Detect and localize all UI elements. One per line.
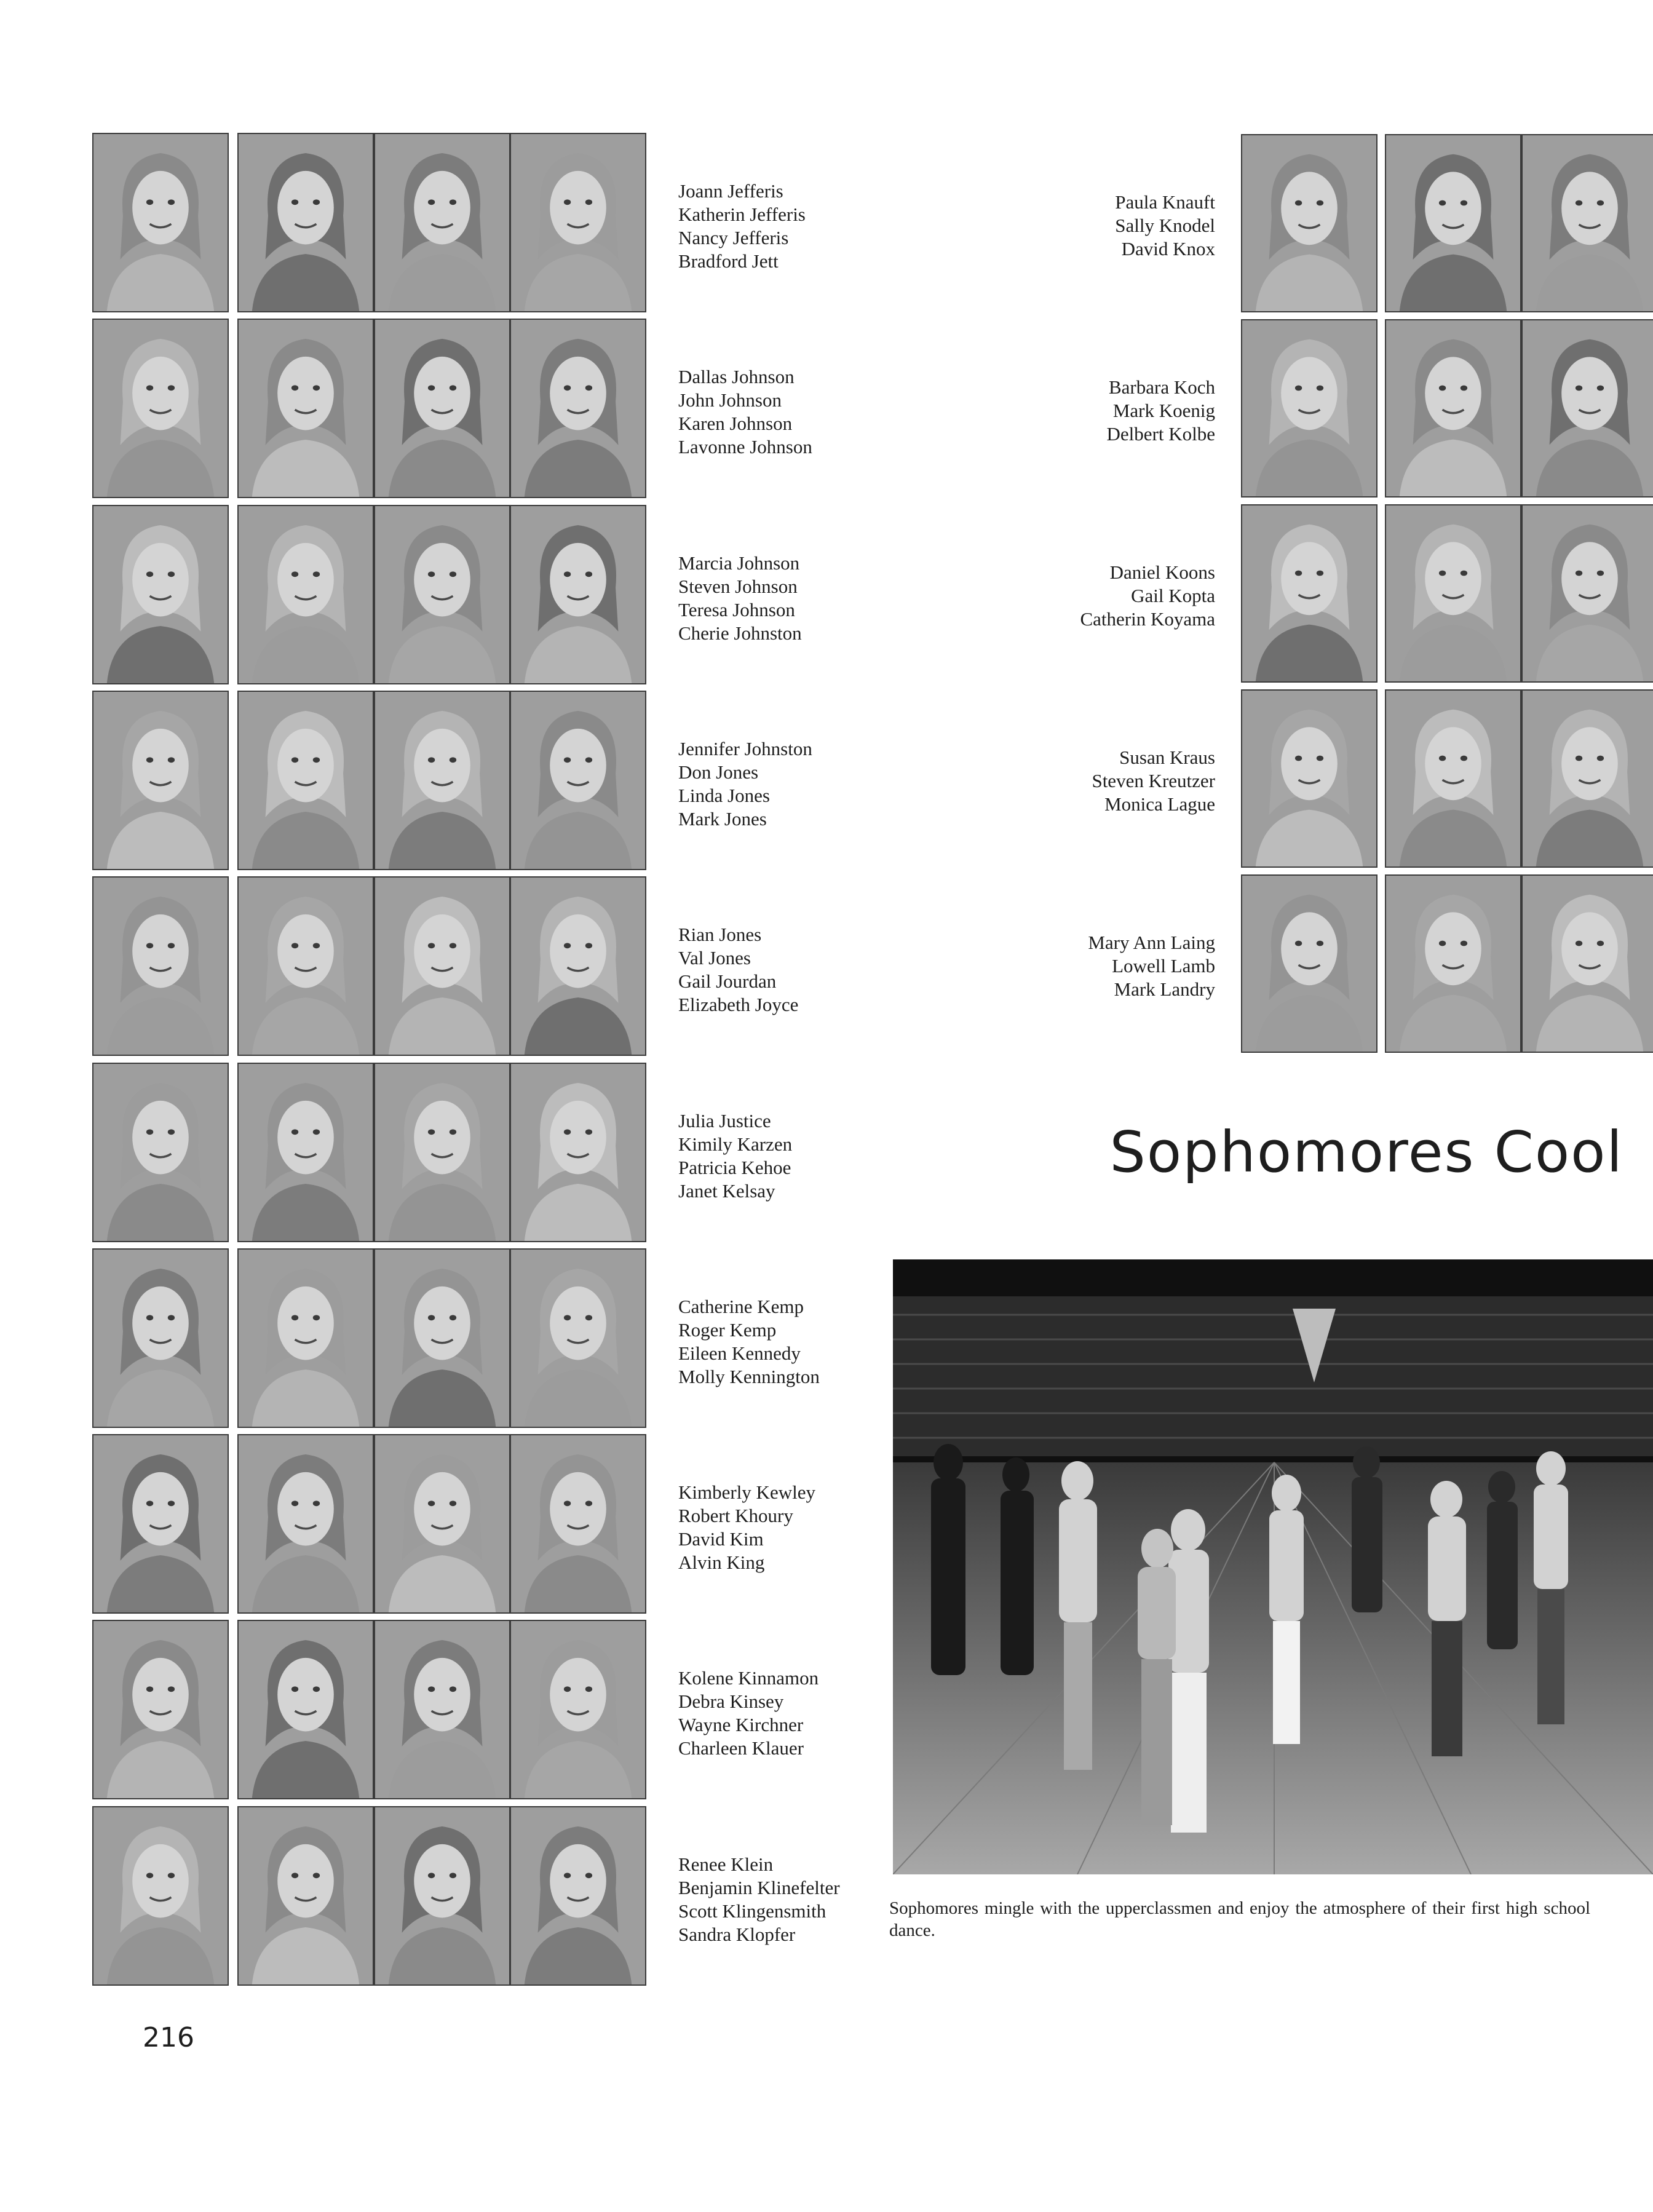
left-portrait-r6-c2 xyxy=(237,1063,374,1242)
left-portrait-r10-c4 xyxy=(510,1806,646,1986)
left-portrait-r7-c3 xyxy=(374,1248,510,1428)
left-names-row-2 xyxy=(678,365,812,459)
student-name: Gail Kopta xyxy=(1131,585,1215,606)
student-name: Joann Jefferis xyxy=(678,180,783,202)
student-name: Nancy Jefferis xyxy=(678,227,789,248)
left-portrait-r1-c3 xyxy=(374,133,510,312)
student-name: Susan Kraus xyxy=(1119,747,1215,768)
left-portrait-r1-c1 xyxy=(92,133,229,312)
left-portrait-r4-c3 xyxy=(374,691,510,870)
left-portrait-r9-c2 xyxy=(237,1620,374,1799)
student-name: Jennifer Johnston xyxy=(678,738,812,759)
student-name: Mark Jones xyxy=(678,808,767,830)
left-portrait-r4-c1 xyxy=(92,691,229,870)
right-portrait-r2-c1 xyxy=(1241,319,1378,498)
left-portrait-r5-c3 xyxy=(374,876,510,1056)
left-names-row-9 xyxy=(678,1667,819,1760)
student-name: Cherie Johnston xyxy=(678,622,802,644)
student-name: Elizabeth Joyce xyxy=(678,994,799,1015)
right-names-row-4 xyxy=(1009,746,1215,816)
student-name: Scott Klingensmith xyxy=(678,1900,826,1922)
left-portrait-r10-c2 xyxy=(237,1806,374,1986)
right-portrait-r4-c1 xyxy=(1241,689,1378,868)
dance-photo xyxy=(893,1259,1653,1874)
student-name: Molly Kennington xyxy=(678,1366,820,1387)
left-portrait-r5-c4 xyxy=(510,876,646,1056)
right-portrait-r1-c2 xyxy=(1385,134,1521,312)
student-name: David Kim xyxy=(678,1528,764,1550)
right-names-row-5 xyxy=(1009,931,1215,1001)
student-name: Steven Johnson xyxy=(678,576,798,597)
left-names-row-3 xyxy=(678,552,802,645)
left-portrait-r7-c1 xyxy=(92,1248,229,1428)
student-name: Linda Jones xyxy=(678,785,770,806)
left-portrait-r8-c2 xyxy=(237,1434,374,1614)
student-name: Teresa Johnson xyxy=(678,599,795,620)
right-portrait-r4-c2 xyxy=(1385,689,1521,868)
student-name: Karen Johnson xyxy=(678,413,793,434)
right-portrait-r5-c2 xyxy=(1385,874,1521,1053)
left-portrait-r4-c4 xyxy=(510,691,646,870)
left-names-row-1 xyxy=(678,180,806,273)
right-portrait-r5-c1 xyxy=(1241,874,1378,1053)
left-portrait-r7-c2 xyxy=(237,1248,374,1428)
student-name: Wayne Kirchner xyxy=(678,1714,804,1735)
left-names-row-8 xyxy=(678,1481,815,1574)
right-portrait-r4-c3 xyxy=(1521,689,1653,868)
student-name: Gail Jourdan xyxy=(678,970,777,992)
left-names-row-6 xyxy=(678,1109,792,1203)
left-portrait-r2-c1 xyxy=(92,319,229,498)
left-portrait-r3-c3 xyxy=(374,505,510,684)
student-name: Roger Kemp xyxy=(678,1319,777,1341)
student-name: Steven Kreutzer xyxy=(1092,770,1215,791)
left-portrait-r8-c4 xyxy=(510,1434,646,1614)
student-name: Lowell Lamb xyxy=(1112,955,1215,977)
left-portrait-r2-c3 xyxy=(374,319,510,498)
student-name: Paula Knauft xyxy=(1115,191,1215,213)
student-name: Alvin King xyxy=(678,1552,765,1573)
student-name: Marcia Johnson xyxy=(678,552,800,574)
right-portrait-r3-c2 xyxy=(1385,504,1521,683)
student-name: David Knox xyxy=(1121,238,1215,260)
right-portrait-r3-c1 xyxy=(1241,504,1378,683)
student-name: Kimberly Kewley xyxy=(678,1481,815,1503)
student-name: Catherin Koyama xyxy=(1080,608,1215,630)
student-name: Val Jones xyxy=(678,947,751,969)
right-portrait-r2-c3 xyxy=(1521,319,1653,498)
right-portrait-r5-c3 xyxy=(1521,874,1653,1053)
student-name: Monica Lague xyxy=(1104,793,1215,815)
section-title: Sophomores Cool xyxy=(1109,1119,1623,1185)
left-portrait-r3-c1 xyxy=(92,505,229,684)
right-names-row-3 xyxy=(1009,561,1215,631)
left-portrait-r2-c2 xyxy=(237,319,374,498)
left-portrait-r2-c4 xyxy=(510,319,646,498)
student-name: Rian Jones xyxy=(678,924,762,945)
student-name: John Johnson xyxy=(678,389,782,411)
student-name: Mary Ann Laing xyxy=(1088,932,1215,953)
left-portrait-r6-c4 xyxy=(510,1063,646,1242)
student-name: Daniel Koons xyxy=(1109,561,1215,583)
student-name: Sally Knodel xyxy=(1115,215,1215,236)
left-portrait-r7-c4 xyxy=(510,1248,646,1428)
student-name: Catherine Kemp xyxy=(678,1296,804,1317)
student-name: Mark Landry xyxy=(1114,978,1215,1000)
left-names-row-10 xyxy=(678,1853,840,1946)
student-name: Lavonne Johnson xyxy=(678,436,812,458)
student-name: Barbara Koch xyxy=(1109,376,1215,398)
left-portrait-r5-c2 xyxy=(237,876,374,1056)
student-name: Mark Koenig xyxy=(1112,400,1215,421)
student-name: Benjamin Klinefelter xyxy=(678,1877,840,1898)
left-portrait-r5-c1 xyxy=(92,876,229,1056)
page-number: 216 xyxy=(143,2022,194,2053)
student-name: Janet Kelsay xyxy=(678,1180,775,1202)
right-names-row-1 xyxy=(1009,191,1215,261)
right-portrait-r3-c3 xyxy=(1521,504,1653,683)
left-portrait-r9-c1 xyxy=(92,1620,229,1799)
left-portrait-r4-c2 xyxy=(237,691,374,870)
student-name: Charleen Klauer xyxy=(678,1737,804,1759)
student-name: Robert Khoury xyxy=(678,1505,793,1526)
left-names-row-5 xyxy=(678,923,798,1017)
left-portrait-r1-c4 xyxy=(510,133,646,312)
left-portrait-r9-c3 xyxy=(374,1620,510,1799)
left-portrait-r6-c1 xyxy=(92,1063,229,1242)
left-portrait-r10-c3 xyxy=(374,1806,510,1986)
student-name: Don Jones xyxy=(678,761,759,783)
left-portrait-r3-c2 xyxy=(237,505,374,684)
student-name: Eileen Kennedy xyxy=(678,1342,801,1364)
right-portrait-r1-c3 xyxy=(1521,134,1653,312)
right-names-row-2 xyxy=(1009,376,1215,446)
left-portrait-r9-c4 xyxy=(510,1620,646,1799)
left-names-row-7 xyxy=(678,1295,820,1389)
left-portrait-r1-c2 xyxy=(237,133,374,312)
photo-caption: Sophomores mingle with the upperclassmen and enjoy the atmosphere of their first high school dance. xyxy=(889,1898,1590,1940)
student-name: Julia Justice xyxy=(678,1110,771,1132)
right-portrait-r1-c1 xyxy=(1241,134,1378,312)
left-names-row-4 xyxy=(678,737,812,831)
left-portrait-r8-c1 xyxy=(92,1434,229,1614)
student-name: Bradford Jett xyxy=(678,250,779,272)
student-name: Sandra Klopfer xyxy=(678,1924,796,1945)
student-name: Delbert Kolbe xyxy=(1106,423,1215,445)
student-name: Renee Klein xyxy=(678,1853,774,1875)
left-portrait-r8-c3 xyxy=(374,1434,510,1614)
right-portrait-r2-c2 xyxy=(1385,319,1521,498)
student-name: Kolene Kinnamon xyxy=(678,1667,819,1689)
left-portrait-r10-c1 xyxy=(92,1806,229,1986)
student-name: Katherin Jefferis xyxy=(678,204,806,225)
left-portrait-r3-c4 xyxy=(510,505,646,684)
student-name: Kimily Karzen xyxy=(678,1133,793,1155)
left-portrait-r6-c3 xyxy=(374,1063,510,1242)
student-name: Debra Kinsey xyxy=(678,1691,784,1712)
student-name: Patricia Kehoe xyxy=(678,1157,791,1178)
student-name: Dallas Johnson xyxy=(678,366,795,387)
